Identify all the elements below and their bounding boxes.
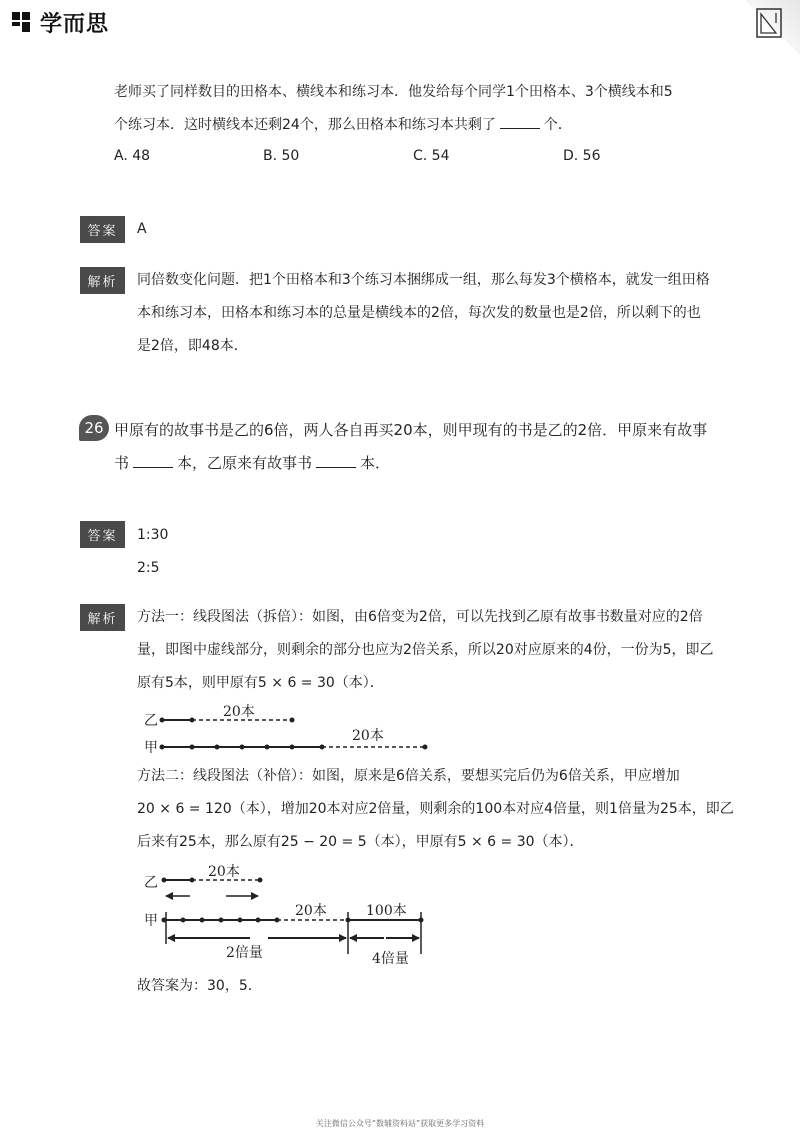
answer-blank (133, 454, 173, 468)
diagram1-label-yi: 乙 (144, 713, 158, 729)
q26-text-line2c: 本． (360, 454, 391, 472)
q25-text-line1: 老师买了同样数目的田格本、横线本和练习本．他发给每个同学1个田格本、3个横线本和5 (114, 84, 673, 100)
answer-blank (500, 115, 540, 129)
segment-point (290, 718, 295, 723)
q26-method1-line2: 量，即图中虚线部分，则剩余的部分也应为2倍关系，所以20对应原来的4份，一份为5，即乙 (137, 642, 714, 658)
segment-point (190, 718, 195, 723)
answer-badge: 答案 (80, 216, 125, 243)
diagram2-label-100: 100本 (366, 903, 407, 919)
q26-answer-2: 2:5 (137, 560, 160, 576)
segment-point (162, 878, 167, 883)
segment-point (265, 745, 270, 750)
diagram2-label-20a: 20本 (208, 864, 240, 880)
segment-point (215, 745, 220, 750)
diagram2-label-4x: 4倍量 (372, 951, 409, 967)
q25-analysis-line3: 是2倍，即48本． (137, 338, 248, 354)
segment-point (219, 918, 224, 923)
q25-option-c: C. 54 (413, 148, 450, 164)
segment-point (290, 745, 295, 750)
segment-point (258, 878, 263, 883)
diagram2-label-yi: 乙 (144, 875, 158, 891)
segment-point (275, 918, 280, 923)
segment-diagram-2 (140, 860, 440, 970)
diagram2-label-20b: 20本 (295, 903, 327, 919)
q26-method2-line3: 后来有25本，那么原有25 − 20 = 5（本），甲原有5 × 6 = 30（本）． (137, 834, 584, 850)
diagram1-label-20b: 20本 (352, 728, 384, 744)
q26-conclusion: 故答案为：30，5． (137, 978, 262, 994)
answer-blank (316, 454, 356, 468)
segment-point (238, 918, 243, 923)
q25-text-line2b: 个． (543, 117, 572, 133)
q25-analysis-line1: 同倍数变化问题．把1个田格本和3个练习本捆绑成一组，那么每发3个横格本，就发一组田格 (137, 272, 710, 288)
q26-method2-line2: 20 × 6 = 120（本），增加20本对应2倍量，则剩余的100本对应4倍量，则1倍量为25本，即乙 (137, 801, 734, 817)
q26-text-line1: 甲原有的故事书是乙的6倍，两人各自再买20本，则甲现有的书是乙的2倍．甲原来有故事 (114, 421, 708, 439)
logo-mark-icon (10, 9, 36, 35)
q26-text-line2 (114, 453, 390, 473)
analysis-badge: 解析 (80, 604, 125, 631)
diagram2-label-jia: 甲 (144, 913, 158, 929)
q26-text-line2b: 本，乙原来有故事书 (177, 454, 313, 472)
diagram1-label-20a: 20本 (223, 704, 255, 720)
q25-option-a: A. 48 (114, 148, 151, 164)
brand-logo (10, 8, 109, 36)
segment-point (190, 745, 195, 750)
q25-option-b: B. 50 (263, 148, 300, 164)
segment-point (240, 745, 245, 750)
q26-method1-line3: 原有5本，则甲原有5 × 6 = 30（本）． (137, 675, 384, 691)
q25-answer: A (137, 221, 147, 237)
segment-point (200, 918, 205, 923)
q25-text-line2 (114, 115, 572, 135)
corner-mark-icon (756, 8, 782, 38)
diagram2-label-2x: 2倍量 (226, 945, 263, 961)
segment-point (256, 918, 261, 923)
segment-point (181, 918, 186, 923)
segment-point (160, 745, 165, 750)
q25-option-d: D. 56 (563, 148, 601, 164)
q26-answer-1: 1:30 (137, 527, 169, 543)
q25-text-line2a: 个练习本．这时横线本还剩24个，那么田格本和练习本共剩了 (114, 117, 496, 133)
segment-diagram-1 (140, 700, 440, 758)
footer-text: 关注微信公众号“数辅资料站”获取更多学习资料 (315, 1119, 485, 1128)
q26-method2-line1: 方法二：线段图法（补倍）：如图，原来是6倍关系，要想买完后仍为6倍关系，甲应增加 (137, 768, 680, 784)
analysis-badge: 解析 (80, 267, 125, 294)
segment-point (190, 878, 195, 883)
segment-point (160, 718, 165, 723)
diagram1-label-jia: 甲 (144, 740, 158, 756)
segment-point (320, 745, 325, 750)
question-number-badge: 26 (79, 415, 109, 441)
q25-analysis-line2: 本和练习本，田格本和练习本的总量是横线本的2倍，每次发的数量也是2倍，所以剩下的也 (137, 305, 701, 321)
segment-point (423, 745, 428, 750)
q26-method1-line1: 方法一：线段图法（拆倍）：如图，由6倍变为2倍，可以先找到乙原有故事书数量对应的2倍 (137, 609, 703, 625)
answer-badge: 答案 (80, 521, 125, 548)
logo-text: 学而思 (40, 11, 110, 37)
q26-text-line2a: 书 (114, 454, 130, 472)
